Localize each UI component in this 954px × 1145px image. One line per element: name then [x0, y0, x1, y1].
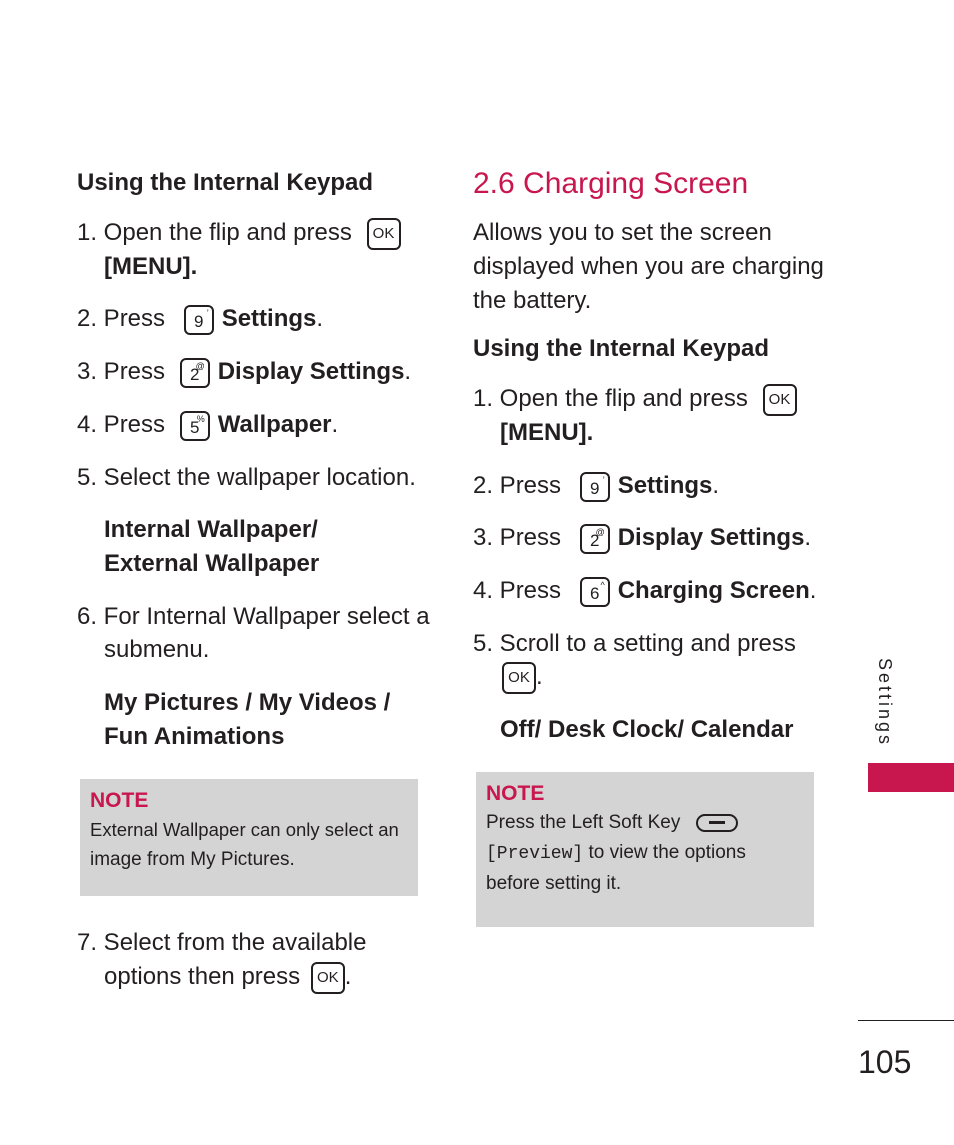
right-option-5: Off/ Desk Clock/ Calendar: [500, 716, 794, 743]
step-text: 3. Press: [77, 358, 166, 385]
page-number: 105: [858, 1044, 912, 1080]
left-step-4: 4. Press 5 % Wallpaper.: [77, 408, 338, 442]
right-step-5-line1: 5. Scroll to a setting and press: [473, 630, 796, 657]
settings-label: Settings: [617, 472, 713, 499]
ok-key-icon: OK: [763, 384, 797, 416]
key-5-icon: 5 %: [180, 411, 210, 441]
left-note-box: [80, 779, 418, 896]
display-settings-label: Display Settings: [217, 358, 405, 385]
side-section-label: Settings: [875, 658, 895, 748]
side-tab-marker: [868, 763, 954, 792]
right-step-1-menu: [MENU].: [500, 419, 594, 446]
left-soft-key-icon: [696, 814, 738, 832]
intro-line-1: Allows you to set the screen: [473, 219, 772, 246]
right-heading: Using the Internal Keypad: [473, 335, 770, 362]
key-9-icon: 9 ’: [580, 472, 610, 502]
section-title: 2.6 Charging Screen: [473, 167, 749, 200]
key-6-icon: 6 ^: [580, 577, 610, 607]
ok-key-icon: OK: [311, 962, 345, 994]
left-option-6-line2: Fun Animations: [104, 723, 285, 750]
note-line-3: before setting it.: [486, 873, 622, 894]
note-line-2: image from My Pictures.: [90, 849, 295, 870]
right-step-3: 3. Press 2 @ Display Settings.: [473, 521, 811, 555]
right-step-2: 2. Press 9 ’ Settings.: [473, 469, 719, 503]
step-text: 1. Open the flip and press: [473, 385, 748, 412]
step-text: 1. Open the flip and press: [77, 219, 352, 246]
left-step-6-line1: 6. For Internal Wallpaper select a: [77, 603, 430, 630]
wallpaper-label: Wallpaper: [217, 411, 332, 438]
left-option-5-line1: Internal Wallpaper/: [104, 516, 318, 543]
key-2-icon: 2 @: [580, 524, 610, 554]
left-step-7-line1: 7. Select from the available: [77, 929, 367, 956]
intro-line-2: displayed when you are charging: [473, 253, 824, 280]
note-line-1: External Wallpaper can only select an: [90, 819, 399, 840]
left-option-5-line2: External Wallpaper: [104, 550, 320, 577]
footer-rule: [858, 1020, 954, 1021]
note-line-2: [Preview] to view the options: [486, 842, 746, 864]
ok-key-icon: OK: [502, 662, 536, 694]
step-text: 4. Press: [77, 411, 166, 438]
right-step-4: 4. Press 6 ^ Charging Screen.: [473, 574, 816, 608]
right-step-1: [473, 382, 797, 416]
left-heading: Using the Internal Keypad: [77, 169, 374, 196]
intro-line-3: the battery.: [473, 287, 592, 314]
right-note-box: [476, 772, 814, 927]
step-text: 2. Press: [473, 472, 562, 499]
display-settings-label: Display Settings: [617, 524, 805, 551]
charging-screen-label: Charging Screen: [617, 577, 810, 604]
left-step-6-line2: submenu.: [104, 636, 210, 663]
left-step-3: 3. Press 2 @ Display Settings.: [77, 355, 411, 389]
key-2-icon: 2 @: [180, 358, 210, 388]
left-step-1: [77, 216, 401, 250]
left-step-7-line2: options then press OK .: [104, 960, 351, 994]
step-text: 3. Press: [473, 524, 562, 551]
left-step-5: 5. Select the wallpaper location.: [77, 464, 416, 491]
ok-key-icon: OK: [367, 218, 401, 250]
menu-label: [MENU]: [104, 253, 191, 280]
left-step-2: 2. Press 9 ’ Settings.: [77, 302, 323, 336]
note-title: NOTE: [486, 782, 545, 805]
step-text: 4. Press: [473, 577, 562, 604]
note-line-1: Press the Left Soft Key: [486, 808, 804, 838]
settings-label: Settings: [221, 305, 317, 332]
key-9-icon: 9 ’: [184, 305, 214, 335]
note-title: NOTE: [90, 789, 149, 812]
step-text: options then press: [104, 963, 301, 990]
left-option-6-line1: My Pictures / My Videos /: [104, 689, 391, 716]
right-step-5-line2: OK .: [502, 660, 543, 694]
left-step-1-menu: [MENU].: [104, 253, 198, 280]
preview-label: [Preview]: [486, 844, 584, 864]
step-text: 2. Press: [77, 305, 166, 332]
menu-label: [MENU]: [500, 419, 587, 446]
